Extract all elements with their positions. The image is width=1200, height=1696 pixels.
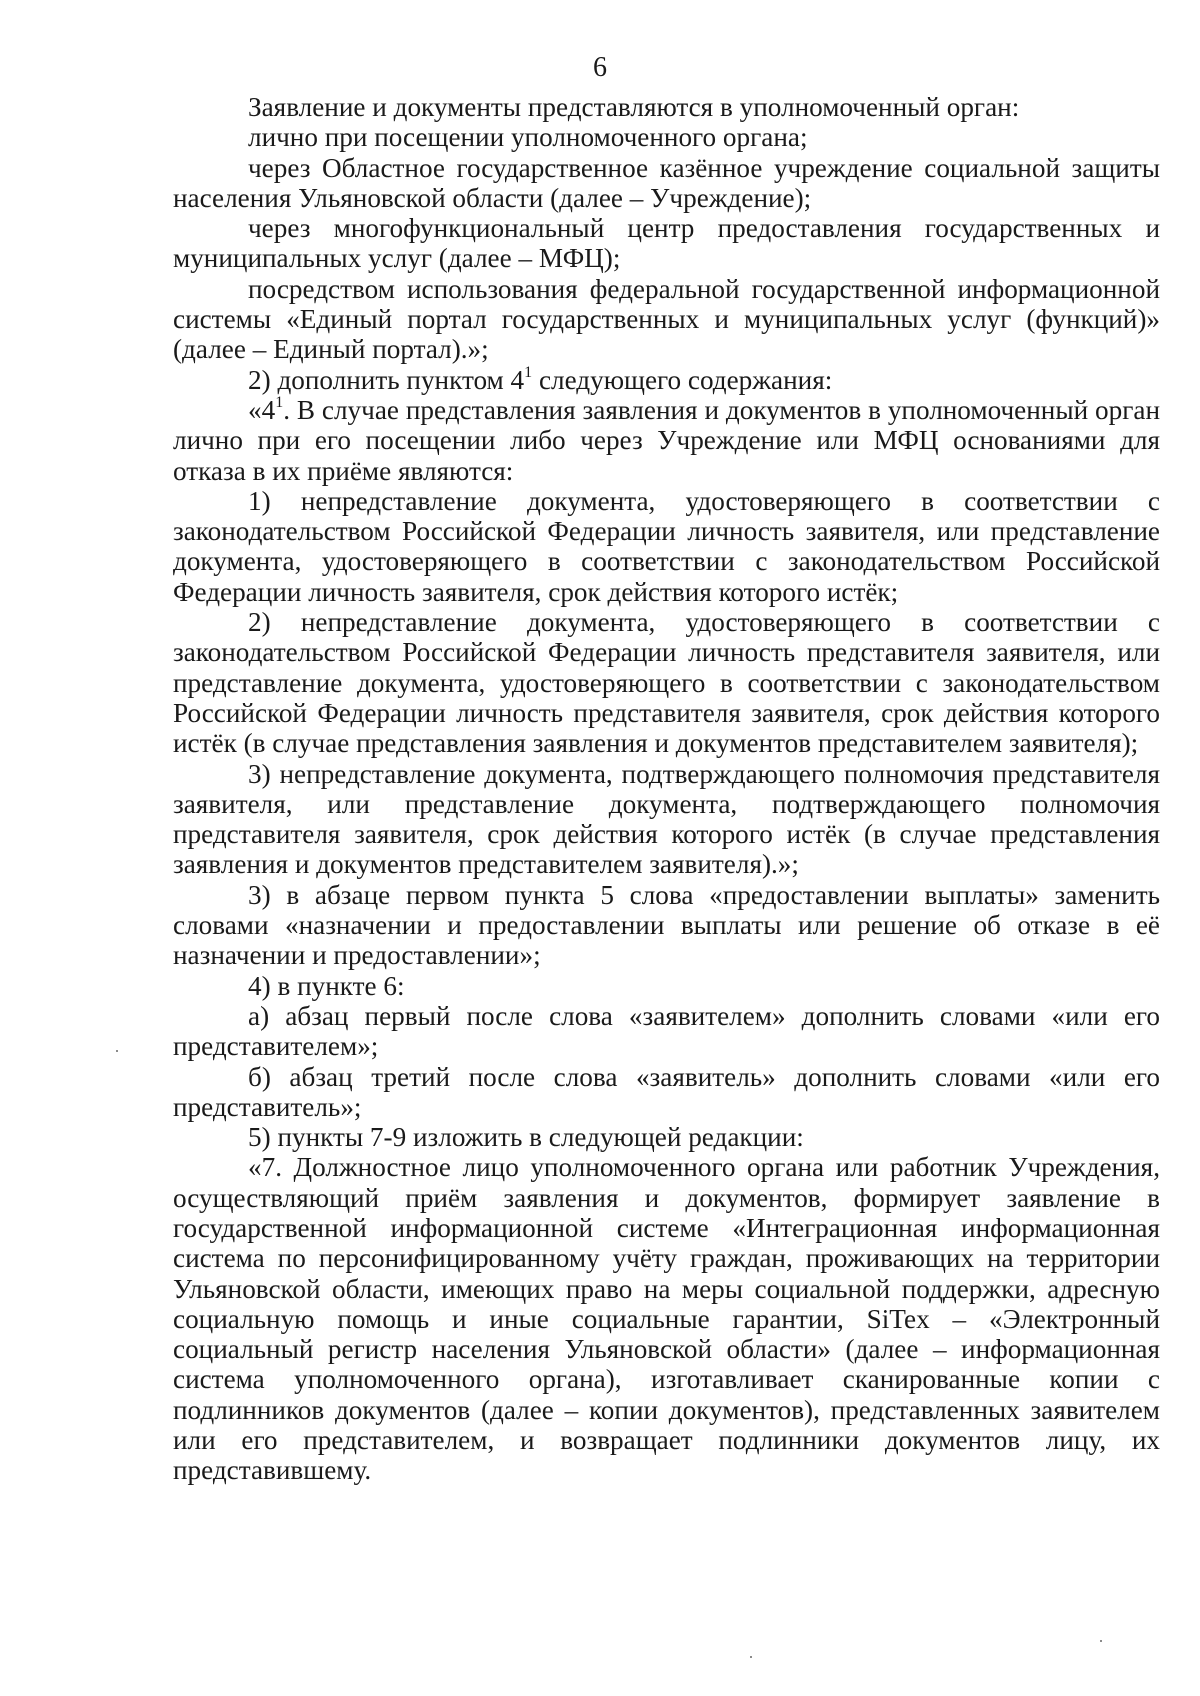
paragraph: а) абзац первый после слова «заявителем» дополнить словами «или его представителем»; xyxy=(173,1000,1160,1062)
page-number: 6 xyxy=(593,52,607,83)
text: следующего содержания: xyxy=(532,364,833,395)
paragraph: лично при посещении уполномоченного органа; xyxy=(248,122,808,153)
paragraph: через Областное государственное казённое учреждение социальной защиты населения Ульяновской области (далее – Учреждение); xyxy=(173,152,1160,213)
paragraph: через многофункциональный центр предоставления государственных и муниципальных услуг (далее – МФЦ); xyxy=(173,213,1160,274)
superscript: 1 xyxy=(524,363,533,381)
paragraph: 4) в пункте 6: xyxy=(248,970,405,1001)
document-body xyxy=(173,92,1160,1486)
scan-speck xyxy=(1100,1640,1102,1642)
paragraph: 3) непредставление документа, подтверждающего полномочия представителя заявителя, или представление документа, подтверждающего полномочия представителя заявителя, срок действия которого истёк (в случае представления заявления и документов представителем заявителя).»; xyxy=(173,758,1160,880)
paragraph: б) абзац третий после слова «заявитель» дополнить словами «или его представитель»; xyxy=(173,1061,1160,1122)
text: «4 xyxy=(248,394,276,425)
paragraph: 2) непредставление документа, удостоверяющего в соответствии с законодательством Российской Федерации личность представителя заявителя, или представление документа, удостоверяющего в соответствии с законодательством Российской Федерации личность представителя заявителя, срок действия которого истёк (в случае представления заявления и документов представителем заявителя); xyxy=(173,607,1160,759)
paragraph: 3) в абзаце первом пункта 5 слова «предоставлении выплаты» заменить словами «назначении и предоставлении выплаты или решение об отказе в её назначении и предоставлении»; xyxy=(173,879,1160,971)
text: 2) дополнить пунктом 4 xyxy=(248,364,525,395)
paragraph: посредством использования федеральной государственной информационной системы «Единый портал государственных и муниципальных услуг (функций)» (далее – Единый портал).»; xyxy=(173,273,1160,365)
paragraph-item-2 xyxy=(173,365,1160,395)
paragraph-item-2-quote xyxy=(173,395,1160,486)
superscript: 1 xyxy=(275,393,284,411)
scan-speck xyxy=(750,1656,752,1658)
text: . В случае представления заявления и документов в уполномоченный орган лично при его посещении либо через Учреждение или МФЦ основаниями для отказа в их приёме являются: xyxy=(173,394,1160,486)
paragraph: Заявление и документы представляются в уполномоченный орган: xyxy=(248,92,1020,122)
paragraph: 5) пункты 7-9 изложить в следующей редакции: xyxy=(248,1122,804,1153)
paragraph: «7. Должностное лицо уполномоченного органа или работник Учреждения, осуществляющий приём заявления и документов, формирует заявление в государственной информационной системе «Интеграционная информационная система по персонифицированному учёту граждан, проживающих на территории Ульяновской области, имеющих право на меры социальной поддержки, адресную социальную помощь и иные социальные гарантии, SiTex – «Электронный социальный регистр населения Ульяновской области» (далее – информационная система уполномоченного органа), изготавливает сканированные копии с подлинников документов (далее – копии документов), представленных заявителем или его представителем, и возвращает подлинники документов лицу, их представившему. xyxy=(173,1152,1160,1486)
scan-speck xyxy=(116,1050,118,1052)
paragraph: 1) непредставление документа, удостоверяющего в соответствии с законодательством Российской Федерации личность заявителя, или представление документа, удостоверяющего в соответствии с законодательством Российской Федерации личность заявителя, срок действия которого истёк; xyxy=(173,485,1160,607)
